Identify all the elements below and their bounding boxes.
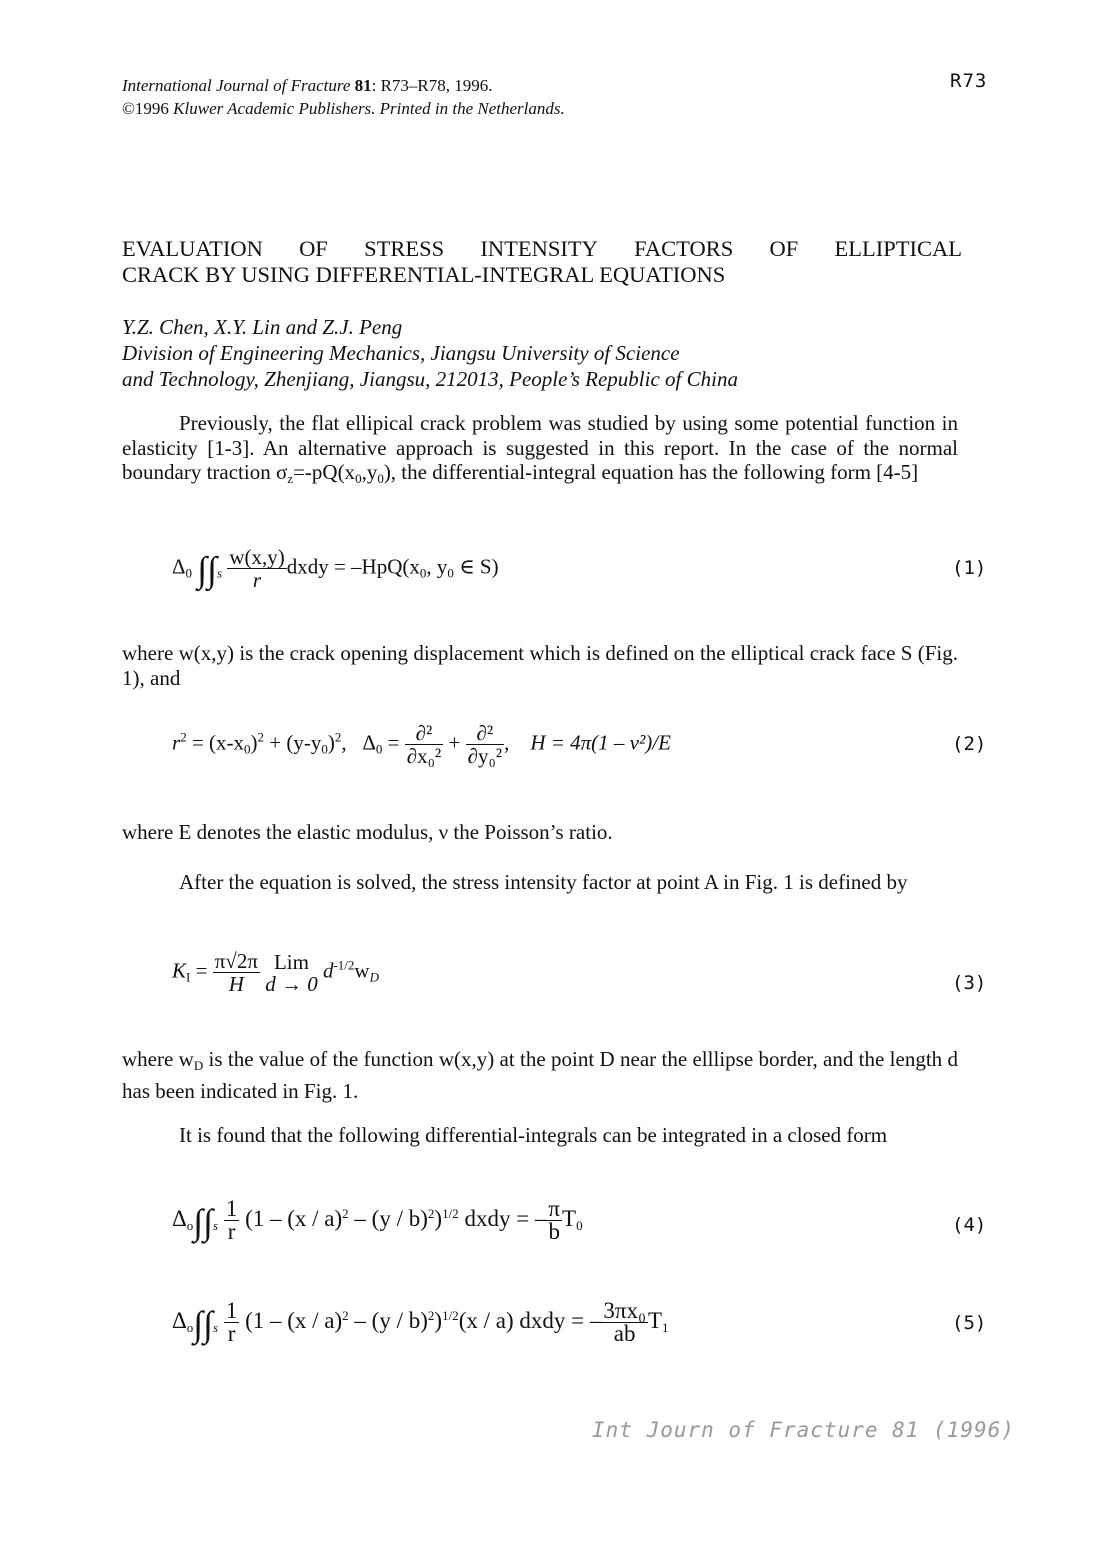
equation-4: $\Delta_o\int\int_s$ $\frac{1}{r}$ (1 – (x / a)$^2$ – (y / b)$^2$)$^{1/2}$ dxdy = – $\frac{\pi}{b}$ $T_0$ xyxy=(172,1196,583,1244)
page-number: R73 xyxy=(950,70,988,92)
paragraph-intro: Previously, the flat ellipical crack problem was studied by using some potential function in elasticity [1-3]. An alternative approach is suggested in this report. In the case of the normal boundary traction $\sigma_z=-pQ(x_0,y_0)$, the differential-integral equation has the following form [4-5] xyxy=(122,411,958,486)
author-block xyxy=(122,314,738,392)
title-line-2: CRACK BY USING DIFFERENTIAL-INTEGRAL EQUATIONS xyxy=(122,262,726,287)
equation-5: $\Delta_o\int\int_s$ $\frac{1}{r}$ (1 – (x / a)$^2$ – (y / b)$^2$)$^{1/2}$(x / a) dxdy = – $\frac{\text{3πx₀}}{ab}$ $T_1$ xyxy=(172,1298,669,1346)
author-names: Y.Z. Chen, X.Y. Lin and Z.J. Peng xyxy=(122,315,403,339)
copyright-line: ©1996 Kluwer Academic Publishers. Printed in the Netherlands. xyxy=(122,99,565,118)
affiliation-line-2: and Technology, Zhenjiang, Jiangsu, 212013, People’s Republic of China xyxy=(122,367,738,391)
paragraph-wd-definition: where $w_D$ is the value of the function w(x,y) at the point D near the elllipse border, and the length d has been indicated in Fig. 1. xyxy=(122,1047,958,1103)
paper-title xyxy=(122,236,962,288)
equation-3: $K_I$ = $\frac{\pi√2\pi}{H}$ Lim d → 0 $d^{-1/2}w_D$ xyxy=(172,949,379,996)
equation-1: $\Delta_0$ $\int\int_s$ $\frac{w(x,y)}{r}$ dxdy = $-HpQ(x_0$, $y_0$ ∈ S) xyxy=(172,545,499,592)
paragraph-sif-definition: After the equation is solved, the stress intensity factor at point A in Fig. 1 is defined by xyxy=(179,870,908,894)
title-line-1: EVALUATION OF STRESS INTENSITY FACTORS OF ELLIPTICAL xyxy=(122,236,962,261)
equation-number-1: (1) xyxy=(952,557,987,579)
paragraph-elastic-modulus: where E denotes the elastic modulus, ν the Poisson’s ratio. xyxy=(122,820,613,844)
equation-2: $r^2 = (x-x_0)^2 + (y-y_0)^2$, $\Delta_0$ = $\frac{\text{∂²}}{\text{∂x₀²}}$ + $\frac{\text{∂²}}{\text{∂y₀²}}$ , H = 4π(1 – ν²)/E xyxy=(172,721,671,768)
journal-header xyxy=(122,74,565,120)
equation-number-4: (4) xyxy=(952,1214,987,1236)
equation-number-3: (3) xyxy=(952,972,987,994)
paragraph-closed-form: It is found that the following differential-integrals can be integrated in a closed form xyxy=(179,1123,888,1147)
affiliation-line-1: Division of Engineering Mechanics, Jiangsu University of Science xyxy=(122,341,680,365)
paragraph-displacement: where w(x,y) is the crack opening displacement which is defined on the elliptical crack face S (Fig. 1), and xyxy=(122,641,958,690)
equation-number-5: (5) xyxy=(952,1312,987,1334)
journal-citation: International Journal of Fracture 81: R73–R78, 1996. xyxy=(122,76,493,95)
equation-number-2: (2) xyxy=(952,733,987,755)
footer-stamp: Int Journ of Fracture 81 (1996) xyxy=(592,1418,1015,1442)
